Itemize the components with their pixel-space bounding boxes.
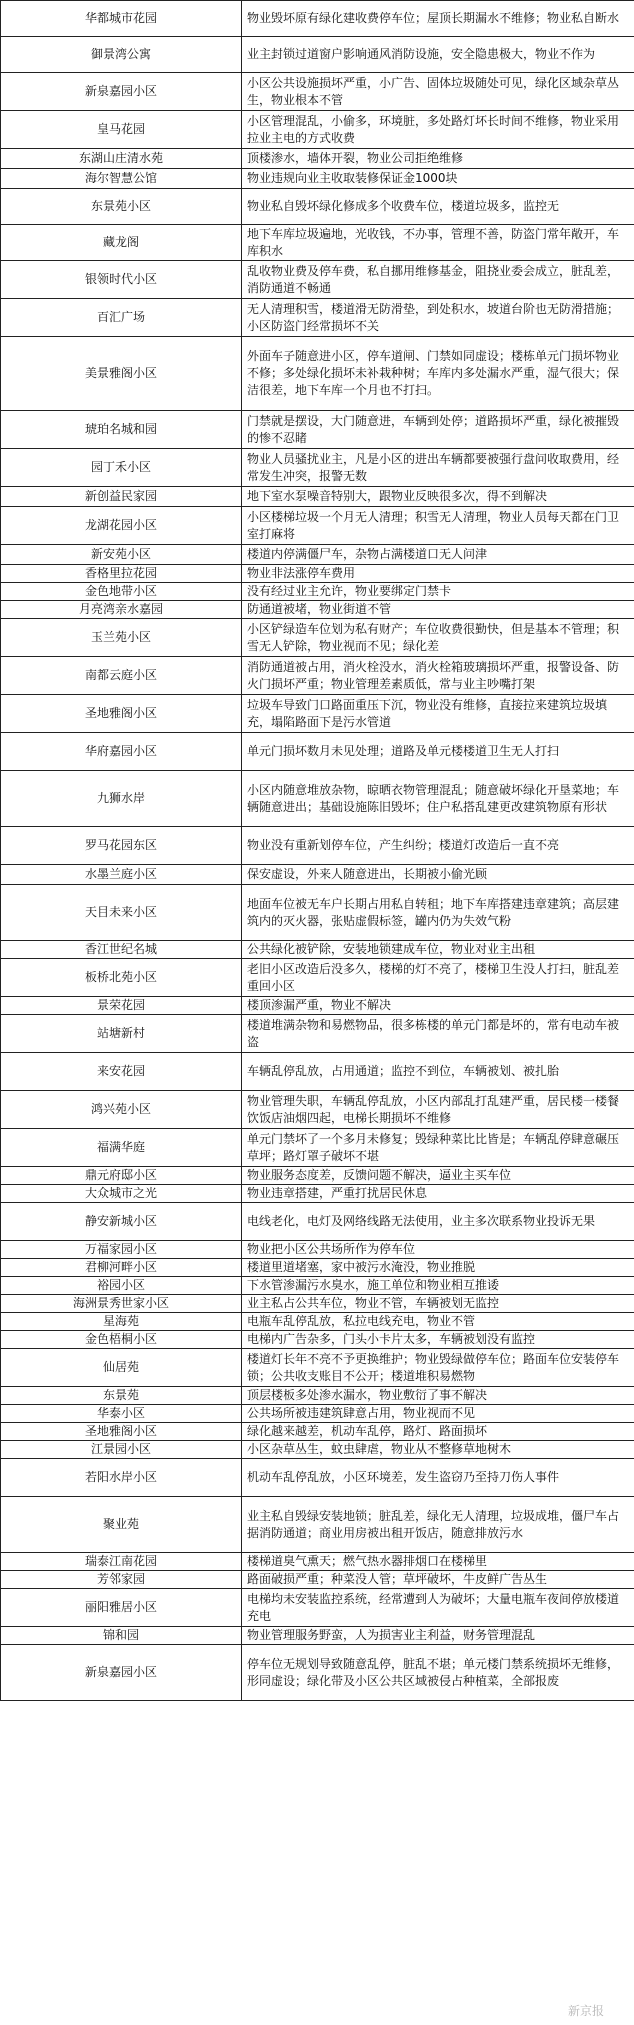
- issue-description-cell: 物业非法涨停车费用: [242, 565, 634, 583]
- issue-description-cell: 下水管渗漏污水臭水，施工单位和物业相互推诿: [242, 1277, 634, 1295]
- issue-description-cell: 物业毁坏原有绿化建收费停车位；屋顶长期漏水不维修；物业私自断水: [242, 1, 634, 37]
- table-row: [1, 1053, 634, 1091]
- table-row: [1, 337, 634, 411]
- community-name-cell: 新安苑小区: [1, 545, 242, 565]
- community-name-cell: 皇马花园: [1, 111, 242, 149]
- issue-description-cell: 电梯内广告杂多，门头小卡片太多，车辆被划没有监控: [242, 1331, 634, 1349]
- table-row: [1, 169, 634, 189]
- community-name-cell: 君柳河畔小区: [1, 1259, 242, 1277]
- issue-description-cell: 电梯均未安装监控系统，经常遭到人为破坏；大量电瓶车夜间停放楼道充电: [242, 1589, 634, 1627]
- community-name-cell: 锦和园: [1, 1627, 242, 1645]
- issue-description-cell: 业主私自毁绿安装地锁；脏乱差，绿化无人清理，垃圾成堆，僵尸车占据消防通道；商业用房被出租开饭店，随意排放污水: [242, 1497, 634, 1553]
- table-row: [1, 1, 634, 37]
- table-row: [1, 885, 634, 941]
- issue-description-cell: 乱收物业费及停车费，私自挪用维修基金，阻挠业委会成立，脏乱差，消防通道不畅通: [242, 261, 634, 299]
- issue-description-cell: 无人清理积雪，楼道滑无防滑垫，到处积水，坡道台阶也无防滑措施；小区防盗门经常损坏不关: [242, 299, 634, 337]
- issue-description-cell: 物业私自毁坏绿化修成多个收费车位，楼道垃圾多，监控无: [242, 189, 634, 225]
- issue-description-cell: 物业把小区公共场所作为停车位: [242, 1241, 634, 1259]
- issue-description-cell: 地下车库垃圾遍地，光收钱，不办事，管理不善，防盗门常年敞开，车库积水: [242, 225, 634, 261]
- community-name-cell: 银领时代小区: [1, 261, 242, 299]
- community-name-cell: 瑞泰江南花园: [1, 1553, 242, 1571]
- community-name-cell: 琥珀名城和园: [1, 411, 242, 449]
- table-row: [1, 507, 634, 545]
- issue-description-cell: 垃圾车导致门口路面重压下沉，物业没有维修，直接拉来建筑垃圾填充，塌陷路面下是污水管道: [242, 695, 634, 733]
- community-name-cell: 金色梧桐小区: [1, 1331, 242, 1349]
- table-row: [1, 261, 634, 299]
- issue-description-cell: 公共绿化被铲除，安装地锁建成车位，物业对业主出租: [242, 941, 634, 959]
- issue-description-cell: 防通道被堵，物业街道不管: [242, 601, 634, 619]
- issue-description-cell: 小区内随意堆放杂物，晾晒衣物管理混乱；随意破坏绿化开垦菜地；车辆随意进出；基础设施陈旧毁坏；住户私搭乱建更改建筑物原有形状: [242, 771, 634, 827]
- community-name-cell: 龙湖花园小区: [1, 507, 242, 545]
- community-name-cell: 新创益民家园: [1, 487, 242, 507]
- table-row: [1, 1571, 634, 1589]
- community-name-cell: 丽阳雅居小区: [1, 1589, 242, 1627]
- table-row: [1, 695, 634, 733]
- issue-description-cell: 小区公共设施损坏严重，小广告、固体垃圾随处可见，绿化区域杂草丛生，物业根本不管: [242, 73, 634, 111]
- community-name-cell: 裕园小区: [1, 1277, 242, 1295]
- issue-description-cell: 业主私占公共车位，物业不管，车辆被划无监控: [242, 1295, 634, 1313]
- community-name-cell: 罗马花园东区: [1, 827, 242, 865]
- community-name-cell: 星海苑: [1, 1313, 242, 1331]
- community-name-cell: 聚业苑: [1, 1497, 242, 1553]
- issue-description-cell: 楼道里道堵塞，家中被污水淹没，物业推脱: [242, 1259, 634, 1277]
- community-name-cell: 华都城市花园: [1, 1, 242, 37]
- table-row: [1, 487, 634, 507]
- issue-description-cell: 楼道内停满僵尸车，杂物占满楼道口无人问津: [242, 545, 634, 565]
- table-row: [1, 189, 634, 225]
- community-name-cell: 海洲景秀世家小区: [1, 1295, 242, 1313]
- community-name-cell: 百汇广场: [1, 299, 242, 337]
- community-name-cell: 东景苑小区: [1, 189, 242, 225]
- issue-description-cell: 消防通道被占用，消火栓没水，消火栓箱玻璃损坏严重，报警设备、防火门损坏严重；物业管理差素质低，常与业主吵嘴打架: [242, 657, 634, 695]
- issue-description-cell: 业主封锁过道窗户影响通风消防设施，安全隐患极大，物业不作为: [242, 37, 634, 73]
- table-row: [1, 411, 634, 449]
- community-name-cell: 香江世纪名城: [1, 941, 242, 959]
- community-name-cell: 若阳水岸小区: [1, 1459, 242, 1497]
- community-name-cell: 东湖山庄清水苑: [1, 149, 242, 169]
- issue-description-cell: 楼梯道臭气熏天；燃气热水器排烟口在楼梯里: [242, 1553, 634, 1571]
- table-row: [1, 997, 634, 1015]
- issue-description-cell: 电线老化，电灯及网络线路无法使用，业主多次联系物业投诉无果: [242, 1203, 634, 1241]
- community-name-cell: 华府嘉园小区: [1, 733, 242, 771]
- table-row: [1, 73, 634, 111]
- community-name-cell: 华泰小区: [1, 1405, 242, 1423]
- table-row: [1, 1277, 634, 1295]
- issue-description-cell: 单元门损坏数月未见处理；道路及单元楼楼道卫生无人打扫: [242, 733, 634, 771]
- table-row: [1, 1441, 634, 1459]
- table-row: [1, 225, 634, 261]
- community-name-cell: 天目未来小区: [1, 885, 242, 941]
- community-name-cell: 大众城市之光: [1, 1185, 242, 1203]
- community-name-cell: 藏龙阁: [1, 225, 242, 261]
- table-row: [1, 619, 634, 657]
- issue-description-cell: 机动车乱停乱放，小区环境差，发生盗窃乃至持刀伤人事件: [242, 1459, 634, 1497]
- community-name-cell: 玉兰苑小区: [1, 619, 242, 657]
- table-row: [1, 1423, 634, 1441]
- table-row: [1, 1203, 634, 1241]
- table-row: [1, 299, 634, 337]
- community-name-cell: 景荣花园: [1, 997, 242, 1015]
- issue-description-cell: 单元门禁坏了一个多月未修复；毁绿种菜比比皆是；车辆乱停肆意碾压草坪；路灯罩子破坏不堪: [242, 1129, 634, 1167]
- community-name-cell: 鼎元府邸小区: [1, 1167, 242, 1185]
- table-row: [1, 1167, 634, 1185]
- table-row: [1, 545, 634, 565]
- table-row: [1, 1349, 634, 1387]
- table-row: [1, 1627, 634, 1645]
- table-row: [1, 149, 634, 169]
- issue-description-cell: 绿化越来越差，机动车乱停，路灯、路面损坏: [242, 1423, 634, 1441]
- table-row: [1, 1645, 634, 1701]
- issue-description-cell: 车辆乱停乱放，占用通道；监控不到位，车辆被划、被扎胎: [242, 1053, 634, 1091]
- issue-description-cell: 物业违章搭建，严重打扰居民休息: [242, 1185, 634, 1203]
- community-name-cell: 香格里拉花园: [1, 565, 242, 583]
- community-name-cell: 江景园小区: [1, 1441, 242, 1459]
- table-row: [1, 771, 634, 827]
- complaint-table-body: [1, 1, 634, 1701]
- issue-description-cell: 路面破损严重；种菜没人管；草坪破坏，牛皮鲜广告丛生: [242, 1571, 634, 1589]
- table-row: [1, 1185, 634, 1203]
- community-name-cell: 海尔智慧公馆: [1, 169, 242, 189]
- community-name-cell: 圣地雅阁小区: [1, 1423, 242, 1441]
- table-row: [1, 1589, 634, 1627]
- community-name-cell: 福满华庭: [1, 1129, 242, 1167]
- community-name-cell: 万福家园小区: [1, 1241, 242, 1259]
- community-name-cell: 南都云庭小区: [1, 657, 242, 695]
- community-name-cell: 站塘新村: [1, 1015, 242, 1053]
- issue-description-cell: 物业管理失职，车辆乱停乱放，小区内部乱打乱建严重，居民楼一楼餐饮饭店油烟四起，电梯长期损坏不维修: [242, 1091, 634, 1129]
- community-name-cell: 金色地带小区: [1, 583, 242, 601]
- issue-description-cell: 电瓶车乱停乱放，私拉电线充电，物业不管: [242, 1313, 634, 1331]
- issue-description-cell: 顶楼渗水，墙体开裂，物业公司拒绝维修: [242, 149, 634, 169]
- table-row: [1, 1497, 634, 1553]
- table-row: [1, 1313, 634, 1331]
- issue-description-cell: 物业没有重新划停车位，产生纠纷；楼道灯改造后一直不亮: [242, 827, 634, 865]
- table-row: [1, 1091, 634, 1129]
- table-row: [1, 941, 634, 959]
- issue-description-cell: 停车位无规划导致随意乱停，脏乱不堪；单元楼门禁系统损坏无维修，形同虚设；绿化带及小区公共区域被侵占种植菜，全部报废: [242, 1645, 634, 1701]
- community-name-cell: 静安新城小区: [1, 1203, 242, 1241]
- issue-description-cell: 小区铲绿造车位划为私有财产；车位收费很勤快，但是基本不管理；积雪无人铲除，物业视而不见；绿化差: [242, 619, 634, 657]
- table-row: [1, 1459, 634, 1497]
- community-name-cell: 九狮水岸: [1, 771, 242, 827]
- table-row: [1, 1259, 634, 1277]
- issue-description-cell: 地下室水泵噪音特别大，跟物业反映很多次，得不到解决: [242, 487, 634, 507]
- issue-description-cell: 物业管理服务野蛮，人为损害业主利益，财务管理混乱: [242, 1627, 634, 1645]
- issue-description-cell: 没有经过业主允许，物业要绑定门禁卡: [242, 583, 634, 601]
- issue-description-cell: 地面车位被无车户长期占用私自转租；地下车库搭建违章建筑；高层建筑内的灭火器，张贴虚假标签，罐内仍为失效气粉: [242, 885, 634, 941]
- community-name-cell: 月亮湾亲水嘉园: [1, 601, 242, 619]
- table-row: [1, 865, 634, 885]
- issue-description-cell: 外面车子随意进小区，停车道闸、门禁如同虚设；楼栋单元门损坏物业不修；多处绿化损坏未补栽种树；车库内多处漏水严重，湿气很大；保洁很差，地下车库一个月也不打扫。: [242, 337, 634, 411]
- community-name-cell: 板桥北苑小区: [1, 959, 242, 997]
- watermark: 新京报: [567, 2004, 604, 2018]
- issue-description-cell: 老旧小区改造后没多久，楼梯的灯不亮了，楼梯卫生没人打扫，脏乱差重回小区: [242, 959, 634, 997]
- table-row: [1, 565, 634, 583]
- table-row: [1, 37, 634, 73]
- issue-description-cell: 门禁就是摆设，大门随意进，车辆到处停；道路损坏严重，绿化被摧毁的惨不忍睹: [242, 411, 634, 449]
- community-name-cell: 园丁禾小区: [1, 449, 242, 487]
- issue-description-cell: 保安虚设，外来人随意进出，长期被小偷光顾: [242, 865, 634, 885]
- community-name-cell: 新泉嘉园小区: [1, 1645, 242, 1701]
- community-name-cell: 水墨兰庭小区: [1, 865, 242, 885]
- table-row: [1, 1387, 634, 1405]
- table-row: [1, 657, 634, 695]
- issue-description-cell: 公共场所被违建筑肆意占用，物业视而不见: [242, 1405, 634, 1423]
- table-row: [1, 733, 634, 771]
- issue-description-cell: 小区杂草丛生，蚊虫肆虐，物业从不整修草地树木: [242, 1441, 634, 1459]
- issue-description-cell: 小区楼梯垃圾一个月无人清理；积雪无人清理，物业人员每天都在门卫室打麻将: [242, 507, 634, 545]
- table-row: [1, 1553, 634, 1571]
- community-name-cell: 东景苑: [1, 1387, 242, 1405]
- table-row: [1, 111, 634, 149]
- community-name-cell: 芳邻家园: [1, 1571, 242, 1589]
- community-name-cell: 新泉嘉园小区: [1, 73, 242, 111]
- issue-description-cell: 顶层楼板多处渗水漏水，物业敷衍了事不解决: [242, 1387, 634, 1405]
- table-row: [1, 1241, 634, 1259]
- table-row: [1, 1295, 634, 1313]
- issue-description-cell: 楼顶渗漏严重，物业不解决: [242, 997, 634, 1015]
- community-name-cell: 来安花园: [1, 1053, 242, 1091]
- issue-description-cell: 小区管理混乱，小偷多，环境脏，多处路灯坏长时间不维修，物业采用拉业主电的方式收费: [242, 111, 634, 149]
- table-row: [1, 827, 634, 865]
- community-name-cell: 鸿兴苑小区: [1, 1091, 242, 1129]
- community-name-cell: 美景雅阁小区: [1, 337, 242, 411]
- community-name-cell: 仙居苑: [1, 1349, 242, 1387]
- table-row: [1, 583, 634, 601]
- community-name-cell: 御景湾公寓: [1, 37, 242, 73]
- issue-description-cell: 楼道灯长年不亮不予更换维护；物业毁绿做停车位；路面车位安装停车锁；公共收支账目不公开；楼道堆积易燃物: [242, 1349, 634, 1387]
- issue-description-cell: 楼道堆满杂物和易燃物品，很多栋楼的单元门都是坏的，常有电动车被盗: [242, 1015, 634, 1053]
- table-row: [1, 449, 634, 487]
- table-row: [1, 1129, 634, 1167]
- table-row: [1, 959, 634, 997]
- community-name-cell: 圣地雅阁小区: [1, 695, 242, 733]
- table-row: [1, 1331, 634, 1349]
- issue-description-cell: 物业服务态度差，反馈问题不解决，逼业主买车位: [242, 1167, 634, 1185]
- table-row: [1, 601, 634, 619]
- issue-description-cell: 物业违规向业主收取装修保证金1000块: [242, 169, 634, 189]
- table-row: [1, 1015, 634, 1053]
- issue-description-cell: 物业人员骚扰业主，凡是小区的进出车辆都要被强行盘问收取费用，经常发生冲突，报警无数: [242, 449, 634, 487]
- table-row: [1, 1405, 634, 1423]
